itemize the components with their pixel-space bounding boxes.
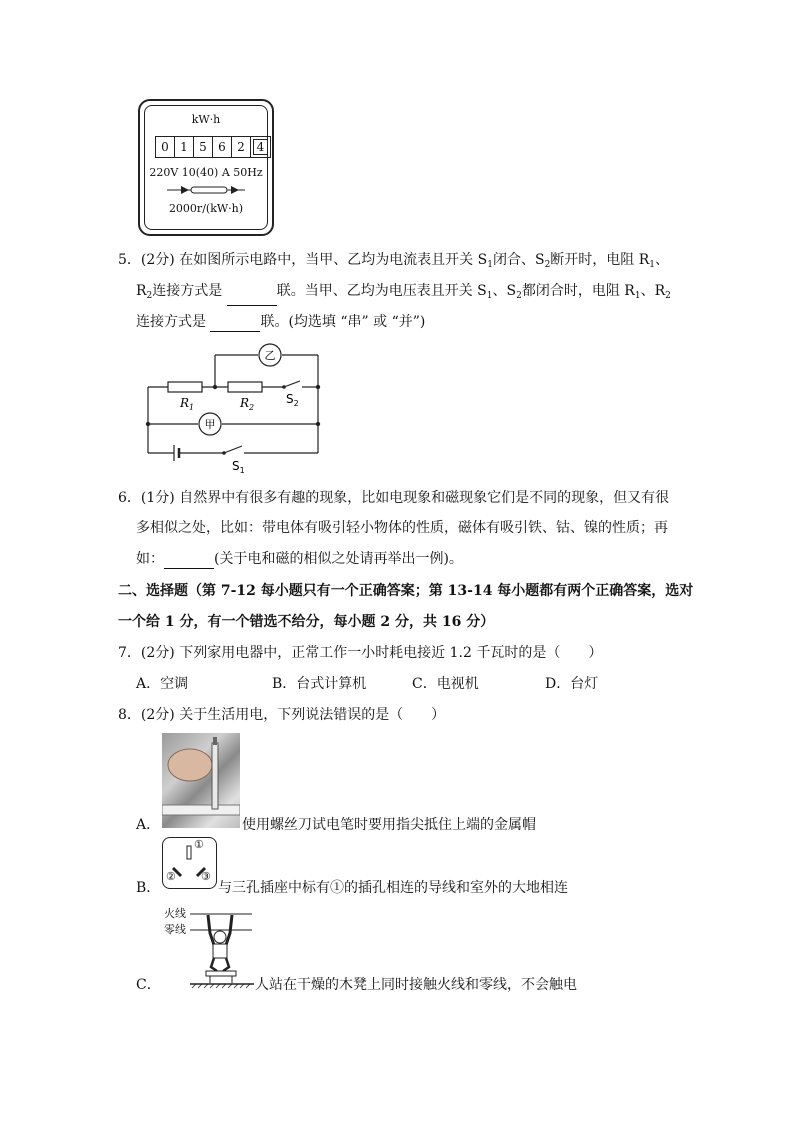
q8-option-c-text: 人站在干燥的木凳上同时接触火线和零线，不会触电 [255, 977, 577, 993]
q7-option-b[interactable]: B．台式计算机 [272, 676, 367, 692]
meter-digit: 5 [194, 137, 213, 157]
q6-line3: 如： (关于电和磁的相似之处请再举出一例)。 [136, 551, 463, 567]
meter-digit-last: 4 [251, 137, 270, 157]
three-hole-socket-icon [162, 837, 217, 889]
q5-line1: 5．(2分) 在如图所示电路中，当甲、乙均为电流表且开关 $S_1$闭合、$S_2$断开时，电阻 $R_1$、 [118, 252, 670, 270]
person-icon [164, 905, 254, 990]
yi-meter-label: 乙 [264, 349, 276, 362]
fire-line-label: 火线 [164, 907, 186, 920]
jia-meter-label: 甲 [204, 418, 216, 431]
section-heading-cont: 一个给 1 分，有一个错选不给分，每小题 2 分，共 16 分） [118, 614, 495, 630]
meter-rating: 220V 10(40) A 50Hz [149, 166, 263, 179]
meter-digit: 0 [156, 137, 175, 157]
q5-line2: $R_2$连接方式是 联。当甲、乙均为电压表且开关 $S_1$、$S_2$都闭合时，电阻 $R_1$、$R_2$ [136, 281, 671, 306]
q8-option-b[interactable]: B． [136, 880, 161, 896]
section-heading: 二、选择题（第 7-12 每小题只有一个正确答案；第 13-14 每小题都有两个正确答案，选对 [118, 583, 694, 599]
q7-option-a[interactable]: A．空调 [136, 676, 189, 692]
meter-disc-icon [167, 184, 247, 196]
socket-mark-2: ② [166, 870, 176, 883]
meter-digit: 2 [232, 137, 251, 157]
socket-mark-3: ③ [201, 870, 211, 883]
r1-label: $R_1$ [180, 396, 195, 412]
answer-blank[interactable] [210, 317, 260, 332]
q6-line2: 多相似之处，比如：带电体有吸引轻小物体的性质，磁体有吸引铁、钴、镍的性质；再 [136, 520, 668, 536]
electricity-meter [138, 99, 274, 236]
q8-option-a[interactable]: A． [136, 817, 161, 833]
screwdriver-photo [162, 733, 240, 828]
answer-blank[interactable] [227, 291, 277, 306]
q8-stem: 8．(2分) 关于生活用电，下列说法错误的是（ ） [118, 707, 446, 723]
meter-unit: kW·h [191, 113, 221, 126]
hand-screwdriver-icon [162, 733, 240, 828]
meter-digits [155, 136, 271, 158]
q7-stem: 7．(2分) 下列家用电器中，正常工作一小时耗电接近 1.2 千瓦时的是（ ） [118, 645, 603, 661]
q5-line3: 连接方式是 联。(均选填 “串” 或 “并”) [136, 314, 426, 330]
meter-constant: 2000r/(kW·h) [168, 202, 244, 215]
meter-digit: 1 [175, 137, 194, 157]
answer-blank[interactable] [164, 554, 214, 569]
q8-option-c[interactable]: C． [136, 977, 161, 993]
circuit-diagram [140, 340, 330, 475]
socket-mark-1: ① [194, 838, 204, 851]
meter-digit: 6 [213, 137, 232, 157]
zero-line-label: 零线 [164, 923, 186, 936]
q7-option-d[interactable]: D．台灯 [545, 676, 599, 692]
q6-line1: 6．(1分) 自然界中有很多有趣的现象，比如电现象和磁现象它们是不同的现象，但又有很 [118, 490, 670, 506]
s2-label: $S_2$ [286, 392, 299, 408]
q7-option-c[interactable]: C．电视机 [412, 676, 479, 692]
person-on-stool-figure [164, 905, 254, 990]
q8-option-a-text: 使用螺丝刀试电笔时要用指尖抵住上端的金属帽 [242, 817, 536, 833]
q8-option-b-text: 与三孔插座中标有①的插孔相连的导线和室外的大地相连 [218, 880, 568, 896]
s1-label: $S_1$ [232, 459, 245, 475]
r2-label: $R_2$ [240, 396, 255, 412]
meter-frame [144, 105, 268, 230]
